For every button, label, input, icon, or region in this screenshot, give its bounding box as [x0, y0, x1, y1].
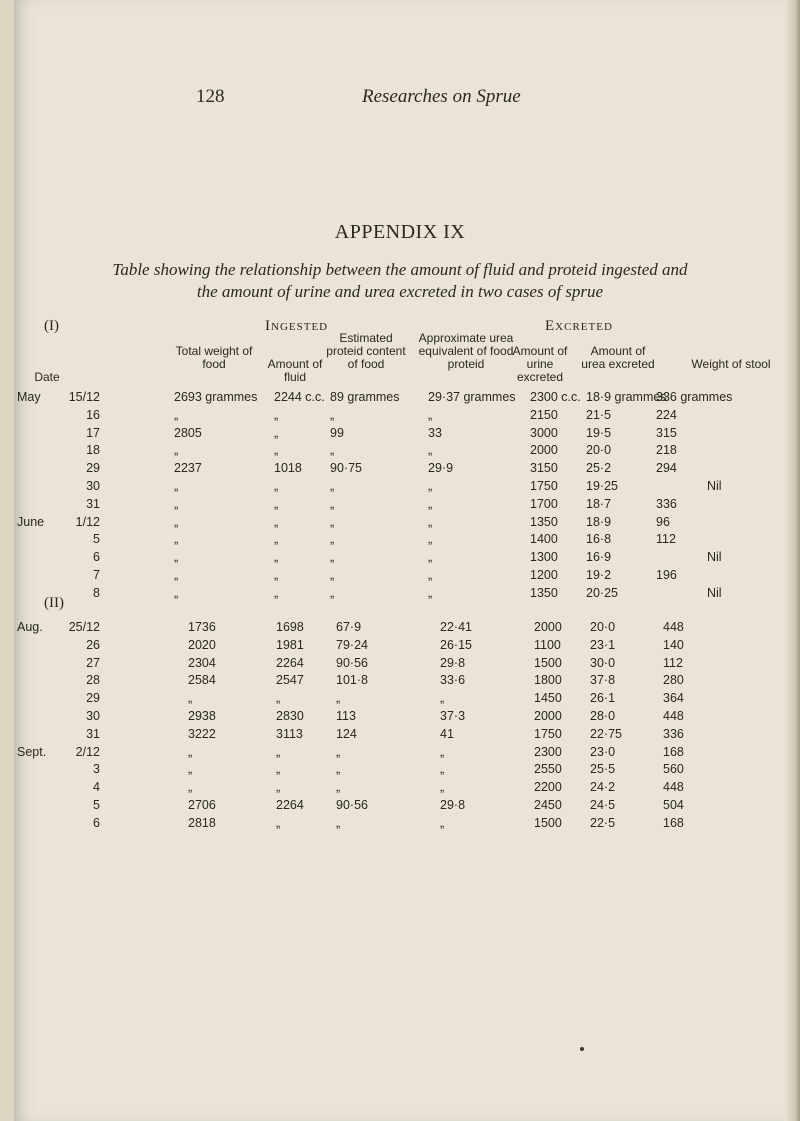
cell-fluid: „ [274, 425, 279, 440]
cell-urea-equiv: „ [440, 744, 445, 759]
cell-stool: 168 [663, 815, 684, 830]
cell-stool: 112 [663, 655, 683, 670]
cell-proteid: 90·56 [336, 655, 368, 670]
cell-stool: 280 [663, 673, 684, 688]
cell-urine: 1450 [534, 691, 562, 706]
cell-day: 6 [93, 815, 100, 830]
cell-urea-equiv: „ [440, 815, 445, 830]
cell-urea-excreted: 18·7 [586, 496, 612, 511]
cell-urea-excreted: 20·25 [586, 585, 618, 600]
cell-urine: 1750 [534, 726, 562, 741]
cell-urea-excreted: 22·5 [590, 815, 616, 830]
group-label-ingested: Ingested [265, 318, 329, 334]
header-date: Date [34, 370, 60, 384]
cell-proteid: „ [330, 532, 335, 547]
cell-urea-equiv: „ [440, 691, 445, 706]
cell-proteid: 79·24 [336, 637, 368, 652]
header-amount-fluid: Amount of fluid [267, 357, 323, 384]
cell-proteid: „ [336, 744, 341, 759]
cell-fluid: 3113 [276, 726, 303, 741]
cell-total-weight: „ [174, 568, 179, 582]
cell-total-weight: „ [174, 496, 179, 511]
section-label-case-1: (I) [44, 318, 59, 334]
cell-urine: 1350 [530, 585, 558, 600]
cell-urea-equiv: „ [428, 496, 433, 511]
cell-urine: 1400 [530, 532, 558, 547]
cell-urine: 2300 [534, 744, 562, 759]
cell-total-weight: 2304 [188, 655, 216, 670]
cell-total-weight: „ [174, 532, 179, 547]
cell-total-weight: „ [174, 514, 179, 529]
cell-day: 29 [86, 461, 100, 476]
cell-proteid: „ [330, 443, 335, 458]
cell-fluid: 1018 [274, 461, 302, 476]
cell-total-weight: „ [174, 479, 179, 493]
cell-proteid: „ [330, 550, 335, 565]
cell-stool: Nil [707, 585, 722, 600]
cell-urine: 3150 [530, 461, 558, 476]
cell-fluid: „ [276, 744, 281, 759]
cell-day: 3 [93, 762, 100, 777]
cell-proteid: 113 [336, 709, 356, 723]
header-urine: Amount of urine excreted [512, 344, 568, 384]
cell-urea-equiv: „ [428, 550, 433, 565]
cell-proteid: „ [336, 691, 341, 706]
cell-day: 7 [93, 568, 100, 582]
cell-urine: 2150 [530, 407, 558, 422]
cell-proteid: 90·56 [336, 798, 368, 812]
cell-proteid: „ [330, 514, 335, 529]
cell-day: 16 [86, 407, 100, 422]
cell-day: 28 [86, 673, 100, 688]
header-urea-equivalent: Approximate urea equivalent of food proteid [418, 331, 514, 371]
cell-total-weight: 2020 [188, 637, 216, 652]
cell-total-weight: 1736 [188, 620, 216, 634]
cell-urea-equiv: 33 [428, 425, 442, 440]
cell-total-weight: „ [174, 550, 179, 565]
page-number: 128 [196, 86, 225, 107]
cell-urea-equiv: 22·41 [440, 620, 472, 634]
cell-month: Sept. [17, 744, 47, 759]
cell-urine: 1100 [534, 637, 561, 652]
cell-fluid: 2264 [276, 655, 304, 670]
cell-urea-equiv: „ [428, 585, 433, 600]
cell-proteid: 67·9 [336, 620, 362, 634]
cell-urine: 1200 [530, 568, 558, 582]
cell-day: 15/12 [68, 390, 100, 404]
table-caption: Table showing the relationship between the amount of fluid and proteid ingested and the amount of urine and urea excreted in two cases of sprue [112, 260, 688, 301]
cell-urine: 2000 [534, 709, 562, 723]
running-head [0, 86, 800, 110]
cell-month: June [17, 514, 45, 529]
cell-urea-equiv: „ [428, 443, 433, 458]
section-label-case-2: (II) [44, 595, 64, 611]
cell-day: 30 [86, 709, 100, 723]
cell-fluid: 2547 [276, 673, 304, 688]
cell-proteid: 99 [330, 425, 344, 440]
cell-total-weight: 2818 [188, 815, 216, 830]
cell-urea-excreted: 16·8 [586, 532, 612, 547]
cell-fluid: „ [274, 443, 279, 458]
cell-urea-excreted: 24·5 [590, 798, 616, 812]
cell-stool: Nil [707, 550, 722, 565]
cell-proteid: „ [330, 496, 335, 511]
cell-day: 17 [86, 425, 100, 440]
cell-urea-excreted: 16·9 [586, 550, 612, 565]
cell-day: 31 [86, 496, 100, 511]
cell-fluid: „ [276, 762, 281, 777]
header-stool: Weight of stool [691, 357, 771, 371]
cell-total-weight: „ [174, 407, 179, 422]
header-urea-excreted: Amount of urea excreted [581, 344, 655, 371]
cell-day: 29 [86, 691, 100, 706]
cell-proteid: „ [330, 479, 335, 493]
appendix-title: APPENDIX IX [334, 221, 466, 243]
cell-proteid: 90·75 [330, 461, 362, 476]
cell-day: 25/12 [68, 620, 100, 634]
cell-fluid: 2244 c.c. [274, 390, 325, 404]
cell-urine: 1500 [534, 815, 562, 830]
cell-total-weight: 2584 [188, 673, 216, 688]
cell-stool: 140 [663, 637, 684, 652]
cell-stool: Nil [707, 479, 722, 493]
cell-urine: 2550 [534, 762, 562, 777]
cell-urine: 1800 [534, 673, 562, 688]
ink-speck [580, 1047, 584, 1051]
cell-proteid: 124 [336, 726, 357, 741]
cell-urea-excreted: 26·1 [590, 691, 616, 706]
cell-total-weight: 3222 [188, 726, 216, 741]
cell-urea-excreted: 19·2 [586, 568, 612, 582]
cell-fluid: 2830 [276, 709, 304, 723]
cell-urine: 2000 [530, 443, 558, 458]
cell-stool: 448 [663, 780, 684, 795]
cell-urea-excreted: 19·25 [586, 479, 618, 493]
cell-fluid: „ [276, 780, 281, 795]
cell-total-weight: 2706 [188, 798, 216, 812]
cell-urea-excreted: 21·5 [586, 407, 612, 422]
cell-urine: 1500 [534, 655, 562, 670]
cell-urea-equiv: „ [428, 407, 433, 422]
cell-fluid: „ [276, 815, 281, 830]
cell-proteid: „ [330, 585, 335, 600]
cell-day: 30 [86, 479, 100, 493]
cell-urea-excreted: 25·2 [586, 461, 612, 476]
cell-urea-excreted: 18·9 [586, 514, 612, 529]
cell-urea-equiv: 29·9 [428, 461, 454, 476]
cell-day: 26 [86, 637, 100, 652]
cell-total-weight: „ [174, 585, 179, 600]
cell-stool: 448 [663, 620, 684, 634]
cell-stool: 218 [656, 443, 677, 458]
cell-urea-excreted: 20·0 [590, 620, 616, 634]
cell-urea-equiv: „ [440, 762, 445, 777]
cell-fluid: 2264 [276, 798, 304, 812]
cell-urea-equiv: 29·8 [440, 798, 466, 812]
cell-fluid: 1981 [276, 637, 304, 652]
cell-stool: 168 [663, 744, 684, 759]
cell-stool: 336 grammes [656, 390, 733, 404]
cell-stool: 560 [663, 762, 684, 777]
cell-fluid: „ [274, 550, 279, 565]
cell-total-weight: „ [188, 780, 193, 795]
cell-day: 6 [93, 550, 100, 565]
cell-fluid: „ [274, 479, 279, 493]
cell-urea-equiv: 29·8 [440, 655, 466, 670]
cell-proteid: „ [336, 780, 341, 795]
cell-day: 2/12 [75, 744, 100, 759]
cell-stool: 315 [656, 425, 677, 440]
cell-urine: 1350 [530, 514, 558, 529]
cell-stool: 96 [656, 514, 670, 529]
cell-urine: 1300 [530, 550, 558, 565]
cell-proteid: „ [330, 568, 335, 582]
cell-total-weight: 2237 [174, 461, 202, 476]
cell-stool: 196 [656, 568, 677, 582]
cell-urea-excreted: 23·0 [590, 744, 616, 759]
cell-stool: 448 [663, 709, 684, 723]
cell-total-weight: „ [188, 744, 193, 759]
cell-stool: 224 [656, 407, 677, 422]
cell-urea-excreted: 30·0 [590, 655, 616, 670]
cell-total-weight: „ [174, 443, 179, 458]
cell-day: 1/12 [75, 514, 100, 529]
cell-day: 5 [93, 798, 100, 812]
cell-urea-equiv: 37·3 [440, 709, 466, 723]
cell-month: Aug. [17, 620, 43, 634]
running-title: Researches on Sprue [362, 86, 521, 107]
cell-urine: 2200 [534, 780, 562, 795]
cell-total-weight: 2938 [188, 709, 216, 723]
cell-urea-equiv: „ [428, 532, 433, 547]
cell-urine: 1750 [530, 479, 558, 493]
cell-urine: 2300 c.c. [530, 390, 581, 404]
cell-stool: 112 [656, 532, 676, 547]
cell-stool: 336 [656, 496, 677, 511]
cell-stool: 364 [663, 691, 684, 706]
cell-proteid: „ [330, 407, 335, 422]
cell-month: May [17, 390, 41, 404]
cell-proteid: „ [336, 762, 341, 777]
cell-urea-excreted: 20·0 [586, 443, 612, 458]
group-label-excreted: Excreted [545, 318, 613, 334]
cell-urea-excreted: 18·9 grammes [586, 390, 667, 404]
cell-urine: 2450 [534, 798, 562, 812]
cell-day: 4 [93, 780, 100, 795]
cell-total-weight: „ [188, 762, 193, 777]
cell-stool: 294 [656, 461, 677, 476]
cell-stool: 504 [663, 798, 684, 812]
cell-urea-equiv: „ [440, 780, 445, 795]
cell-proteid: „ [336, 815, 341, 830]
cell-urea-excreted: 24·2 [590, 780, 616, 795]
cell-fluid: 1698 [276, 620, 304, 634]
cell-day: 27 [86, 655, 100, 670]
cell-fluid: „ [274, 585, 279, 600]
cell-urea-equiv: 33·6 [440, 673, 466, 688]
cell-urea-equiv: 26·15 [440, 637, 472, 652]
header-total-weight: Total weight of food [175, 344, 253, 371]
cell-urea-excreted: 22·75 [590, 726, 622, 741]
cell-stool: 336 [663, 726, 684, 741]
cell-fluid: „ [274, 514, 279, 529]
cell-fluid: „ [276, 691, 281, 706]
cell-urea-equiv: 41 [440, 726, 454, 741]
cell-day: 18 [86, 443, 100, 458]
cell-urea-equiv: „ [428, 514, 433, 529]
cell-total-weight: 2805 [174, 425, 202, 440]
cell-fluid: „ [274, 568, 279, 582]
cell-urea-excreted: 19·5 [586, 425, 612, 440]
cell-urea-excreted: 23·1 [590, 637, 616, 652]
cell-fluid: „ [274, 496, 279, 511]
cell-urine: 1700 [530, 496, 558, 511]
cell-proteid: 89 grammes [330, 390, 400, 404]
cell-day: 5 [93, 532, 100, 547]
cell-fluid: „ [274, 532, 279, 547]
cell-fluid: „ [274, 407, 279, 422]
cell-total-weight: „ [188, 691, 193, 706]
header-proteid: Estimated proteid content of food [326, 331, 406, 371]
cell-urea-equiv: „ [428, 479, 433, 493]
cell-urea-excreted: 28·0 [590, 709, 616, 723]
cell-urea-equiv: 29·37 grammes [428, 390, 516, 404]
cell-proteid: 101·8 [336, 673, 368, 688]
cell-urine: 3000 [530, 425, 558, 440]
cell-day: 8 [93, 585, 100, 600]
cell-day: 31 [86, 726, 100, 741]
cell-urea-equiv: „ [428, 568, 433, 582]
cell-urea-excreted: 25·5 [590, 762, 616, 777]
cell-urine: 2000 [534, 620, 562, 634]
cell-urea-excreted: 37·8 [590, 673, 616, 688]
cell-total-weight: 2693 grammes [174, 390, 258, 404]
